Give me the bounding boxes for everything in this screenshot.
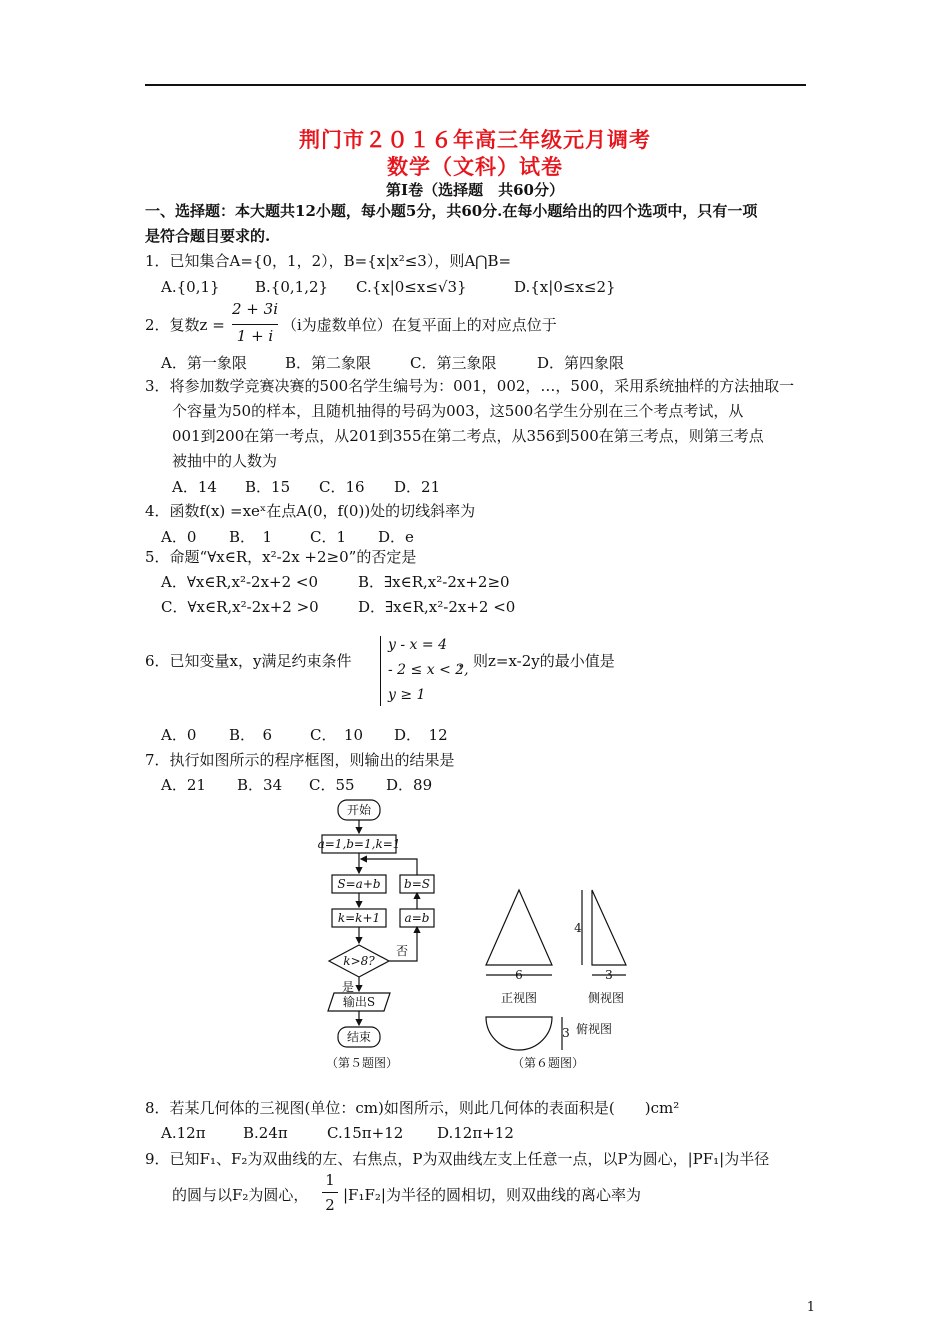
dim-3b-label: 3 [562, 1026, 570, 1040]
q2-option-c: C．第三象限 [410, 354, 497, 372]
q2-option-a: A．第一象限 [161, 354, 247, 372]
side-view-label: 侧视图 [587, 991, 625, 1005]
dim-4-label: 4 [574, 921, 582, 935]
flow-output-label: 输出S [342, 995, 376, 1009]
instructions-line2: 是符合题目要求的. [145, 227, 271, 245]
q6-option-b: B． 6 [229, 726, 273, 744]
q2-suffix: （i为虚数单位）在复平面上的对应点位于 [282, 316, 557, 334]
q8-option-b: B.24π [243, 1124, 288, 1142]
instructions-line1: 一、选择题：本大题共12小题，每小题5分，共60分.在每小题给出的四个选项中，只有一项 [145, 202, 758, 220]
q6-stem: 6．已知变量x，y满足约束条件 [145, 652, 352, 670]
flow-sum-label: S=a+b [337, 877, 381, 891]
flow-init-label: a=1,b=1,k=1 [317, 837, 401, 851]
q9-line1: 9．已知F₁、F₂为双曲线的左、右焦点，P为双曲线左支上任意一点，以P为圆心，|PF₁|为半径 [145, 1150, 770, 1168]
flow-assign-a-label: a=b [404, 911, 430, 925]
flow-yes-label: 是 [341, 980, 355, 994]
q4-option-d: D．e [378, 528, 414, 546]
q5-option-a: A．∀x∈R,x²-2x+2 <0 [161, 573, 319, 591]
q6-option-a: A．0 [161, 726, 197, 744]
flow-end-label: 结束 [346, 1030, 372, 1044]
q9-fraction-bar [322, 1192, 338, 1193]
page-number: 1 [806, 1300, 815, 1315]
flow-no-label: 否 [395, 944, 409, 958]
side-view-triangle [592, 890, 626, 965]
dim-6-label: 6 [515, 968, 523, 982]
q9-half-denominator: 2 [325, 1196, 335, 1214]
q3-option-d: D．21 [394, 478, 441, 496]
q7-option-b: B．34 [237, 776, 283, 794]
q1-option-a: A.{0,1} [161, 278, 220, 296]
q8-option-a: A.12π [161, 1124, 206, 1142]
flow-inc-label: k=k+1 [337, 911, 381, 925]
q7-option-a: A．21 [161, 776, 206, 794]
q9-line2-prefix: 的圆与以F₂为圆心， [172, 1186, 309, 1204]
q3-line1: 3．将参加数学竞赛决赛的500名学生编号为：001，002，…，500，采用系统抽样的方法抽取一 [145, 377, 795, 395]
flow-cond-label: k>8? [343, 954, 375, 968]
q3-line4: 被抽中的人数为 [172, 452, 278, 470]
q1-stem: 1．已知集合A={0，1，2），B={x|x²≤3），则A⋂B= [145, 252, 512, 270]
q4-option-c: C．1 [310, 528, 347, 546]
q5-option-c: C．∀x∈R,x²-2x+2 >0 [161, 598, 319, 616]
q9-half-numerator: 1 [325, 1171, 335, 1189]
q7-stem: 7．执行如图所示的程序框图，则输出的结果是 [145, 751, 455, 769]
q7-option-c: C．55 [309, 776, 355, 794]
q8-option-c: C.15π+12 [327, 1124, 404, 1142]
q3-option-a: A．14 [172, 478, 217, 496]
top-view-semicircle [486, 1017, 552, 1050]
q4-stem: 4．函数f(x) =xeˣ在点A(0，f(0))处的切线斜率为 [145, 502, 476, 520]
q4-option-a: A．0 [161, 528, 197, 546]
exam-title: 荆门市２０１６年高三年级元月调考 [299, 128, 651, 152]
section-heading: 第Ⅰ卷（选择题 共60分） [386, 181, 564, 199]
exam-subtitle: 数学（文科）试卷 [387, 155, 563, 179]
q4-option-b: B． 1 [229, 528, 273, 546]
q6-brace [380, 636, 381, 706]
header-rule [145, 84, 806, 86]
q6-option-c: C． 10 [310, 726, 364, 744]
flow-assign-b-label: b=S [404, 877, 430, 891]
q2-fraction-bar [232, 324, 278, 325]
q5-stem: 5．命题“∀x∈R，x²-2x +2≥0”的否定是 [145, 548, 417, 566]
q3-option-c: C．16 [319, 478, 365, 496]
q6-suffix: ，则z=x-2y的最小值是 [458, 652, 615, 670]
flowchart-caption: （第５题图） [325, 1056, 399, 1070]
dim-3a-label: 3 [605, 968, 613, 982]
q2-option-b: B．第二象限 [285, 354, 372, 372]
front-view-label: 正视图 [500, 991, 538, 1005]
q2-denominator: 1 + i [236, 327, 274, 345]
q3-line2: 个容量为50的样本，且随机抽得的号码为003，这500名学生分别在三个考点考试，从 [172, 402, 744, 420]
q2-prefix: 2．复数z = [145, 316, 225, 334]
q7-option-d: D．89 [386, 776, 433, 794]
q8-option-d: D.12π+12 [437, 1124, 514, 1142]
q6-constraint-3: y ≥ 1 [388, 687, 426, 703]
q6-option-d: D． 12 [394, 726, 448, 744]
q3-line3: 001到200在第一考点，从201到355在第二考点，从356到500在第三考点，则第三考点 [172, 427, 764, 445]
figures [0, 795, 950, 1095]
q6-constraint-2: - 2 ≤ x < 2, [388, 662, 469, 678]
front-view-triangle [486, 890, 552, 965]
q6-constraint-1: y - x = 4 [388, 637, 447, 653]
q2-option-d: D．第四象限 [537, 354, 625, 372]
q2-numerator: 2 + 3i [232, 300, 278, 318]
q1-option-b: B.{0,1,2} [255, 278, 329, 296]
q3-option-b: B．15 [245, 478, 291, 496]
q5-option-d: D．∃x∈R,x²-2x+2 <0 [358, 598, 516, 616]
q1-option-c: C.{x|0≤x≤√3} [356, 278, 467, 296]
top-view-label: 俯视图 [575, 1022, 613, 1036]
q1-option-d: D.{x|0≤x≤2} [514, 278, 616, 296]
flow-start-label: 开始 [346, 803, 372, 817]
q8-stem: 8．若某几何体的三视图(单位：cm)如图所示，则此几何体的表面积是( )cm² [145, 1099, 680, 1117]
q9-line2-suffix: |F₁F₂|为半径的圆相切，则双曲线的离心率为 [343, 1186, 641, 1204]
q5-option-b: B．∃x∈R,x²-2x+2≥0 [358, 573, 510, 591]
views-caption: （第６题图） [511, 1056, 585, 1070]
